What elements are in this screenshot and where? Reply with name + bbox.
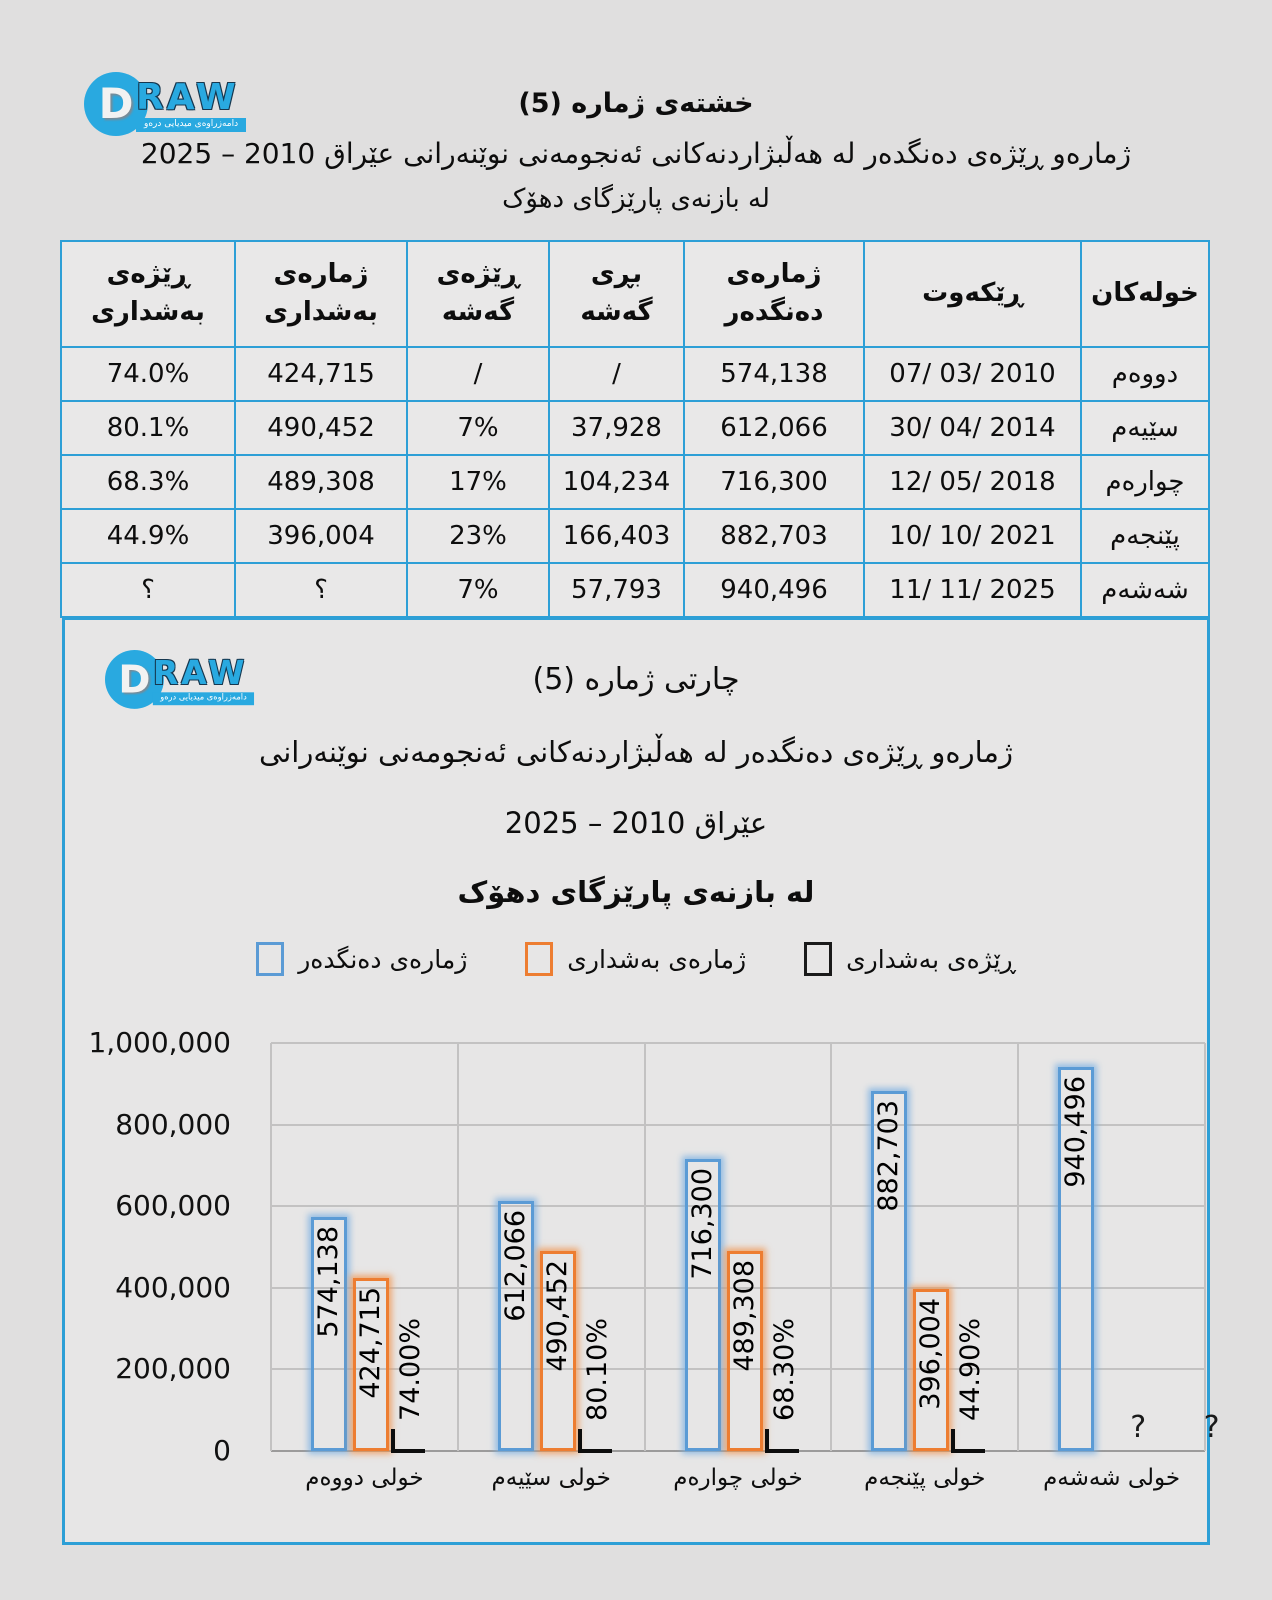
voters-bar — [1058, 1067, 1094, 1451]
participants-bar-label: 396,004 — [915, 1298, 947, 1411]
elections-table — [60, 240, 1210, 618]
table-cell: 74.0% — [61, 347, 235, 401]
voters-bar — [498, 1201, 534, 1451]
missing-values-marks: ? ? — [1130, 1410, 1244, 1445]
legend-swatch-icon — [256, 942, 284, 976]
chart-legend — [65, 942, 1207, 976]
voters-bar-label: 882,703 — [873, 1099, 905, 1212]
table-cell: 574,138 — [684, 347, 864, 401]
table-cell: 882,703 — [684, 509, 864, 563]
draw-logo-d: D — [98, 79, 134, 128]
participants-bar-label: 490,452 — [541, 1259, 573, 1372]
legend-item — [525, 942, 746, 976]
legend-item — [256, 942, 467, 976]
plot-row — [65, 1026, 1244, 1467]
table-cell: / — [549, 347, 684, 401]
table-cell: دووەم — [1081, 347, 1209, 401]
participation-rate-bar — [951, 1429, 955, 1451]
column-header: ژمارەی دەنگدەر — [684, 241, 864, 347]
x-axis-category-label: خولی پێنجەم — [864, 1465, 986, 1491]
page-subtitle: ژمارەو ڕێژەی دەنگدەر لە هەڵبژاردنەکانی ئەنجومەنی نوێنەرانی عێراق 2010 – 2025 — [140, 137, 1132, 170]
participation-rate-label: 74.00% — [395, 1318, 426, 1421]
participants-bar — [913, 1289, 949, 1451]
draw-logo-d: D — [118, 656, 151, 702]
table-cell: 489,308 — [235, 455, 407, 509]
column-header: ژمارەی بەشداری — [235, 241, 407, 347]
participants-bar-label: 489,308 — [728, 1260, 760, 1373]
voters-bar-label: 940,496 — [1060, 1076, 1092, 1188]
participants-bar — [540, 1251, 576, 1451]
participation-rate-bar — [765, 1429, 769, 1451]
participation-rate-bar — [391, 1429, 395, 1451]
table-cell: ؟ — [61, 563, 235, 617]
x-axis-category-label: خولی دووەم — [305, 1465, 424, 1491]
table-cell: 44.9% — [61, 509, 235, 563]
voters-bar — [311, 1217, 347, 1451]
draw-logo-tagline: دامەزراوەی میدیایی درەو — [153, 692, 254, 705]
bar-group — [831, 1043, 1018, 1451]
participation-rate-dash — [391, 1449, 425, 1453]
table-cell: 68.3% — [61, 455, 235, 509]
table-row — [61, 347, 1209, 401]
table-cell: 104,234 — [549, 455, 684, 509]
participants-bar — [727, 1251, 763, 1451]
participation-rate-label: 44.90% — [955, 1318, 987, 1421]
table-cell: 7% — [407, 401, 549, 455]
table-header-row — [61, 241, 1209, 347]
participation-rate-marker — [955, 1043, 989, 1451]
table-cell: 7% — [407, 563, 549, 617]
table-cell: 166,403 — [549, 509, 684, 563]
table-cell: 57,793 — [549, 563, 684, 617]
participation-rate-marker — [395, 1043, 429, 1451]
table-cell: پێنجەم — [1081, 509, 1209, 563]
column-header: بڕی گەشە — [549, 241, 684, 347]
table-row — [61, 563, 1209, 617]
column-header: خولەکان — [1081, 241, 1209, 347]
table-cell: / — [407, 347, 549, 401]
voters-bar-label: 716,300 — [686, 1167, 718, 1280]
legend-swatch-icon — [525, 942, 553, 976]
x-axis-category-label: خولی شەشەم — [1043, 1465, 1181, 1491]
legend-label: ڕێژەی بەشداری — [846, 944, 1016, 974]
participation-rate-label: 80.10% — [581, 1318, 613, 1421]
legend-swatch-icon — [804, 942, 832, 976]
y-axis — [65, 1026, 271, 1467]
table-cell: 17% — [407, 455, 549, 509]
draw-logo-raw: RAW — [152, 654, 248, 693]
table-cell: ؟ — [235, 563, 407, 617]
table-cell: 612,066 — [684, 401, 864, 455]
participation-rate-dash — [951, 1449, 985, 1453]
participation-rate-marker — [582, 1043, 616, 1451]
plot-area — [271, 1043, 1244, 1451]
chart-subtitle-3: لە بازنەی پارێزگای دهۆک — [457, 875, 815, 909]
participants-bar — [353, 1278, 389, 1451]
chart-box — [62, 617, 1244, 1545]
page-title: خشتەی ژماره (5) — [518, 88, 754, 119]
x-axis-category-label: خولی سێیەم — [491, 1465, 611, 1491]
table-cell: 424,715 — [235, 347, 407, 401]
elections-table-wrapper — [62, 240, 1210, 618]
page-subtitle-2: لە بازنەی پارێزگای دهۆک — [502, 184, 770, 214]
x-axis-category-label: خولی چوارەم — [673, 1465, 803, 1491]
table-cell: 37,928 — [549, 401, 684, 455]
participation-rate-dash — [578, 1449, 612, 1453]
participation-rate-dash — [765, 1449, 799, 1453]
y-axis-tick-label: 1,000,000 — [88, 1026, 231, 1059]
legend-label: ژمارەی دەنگدەر — [298, 944, 468, 974]
table-cell: 80.1% — [61, 401, 235, 455]
bar-group — [271, 1043, 458, 1451]
table-cell: 12/ 05/ 2018 — [864, 455, 1081, 509]
legend-item — [804, 942, 1016, 976]
participation-rate-bar — [578, 1429, 582, 1451]
voters-bar — [685, 1159, 721, 1451]
bar-group — [458, 1043, 645, 1451]
y-axis-tick-label: 0 — [213, 1434, 231, 1467]
table-cell: 396,004 — [235, 509, 407, 563]
table-row — [61, 509, 1209, 563]
table-cell: سێیەم — [1081, 401, 1209, 455]
voters-bar — [871, 1091, 907, 1451]
participation-rate-marker — [769, 1043, 803, 1451]
table-cell: 23% — [407, 509, 549, 563]
draw-logo-tagline: دامەزراوەی میدیایی درەو — [136, 118, 246, 132]
column-header: ڕێژەی بەشداری — [61, 241, 235, 347]
column-header: ڕێژەی گەشە — [407, 241, 549, 347]
participants-bar-label: 424,715 — [355, 1286, 386, 1399]
table-row — [61, 455, 1209, 509]
participation-rate-label: 68.30% — [768, 1318, 800, 1421]
voters-bar-label: 574,138 — [313, 1225, 344, 1338]
y-axis-tick-label: 800,000 — [115, 1107, 231, 1141]
chart-subtitle: ژمارەو ڕێژەی دەنگدەر لە هەڵبژاردنەکانی ئەنجومەنی نوێنەرانی — [259, 735, 1013, 769]
table-cell: 716,300 — [684, 455, 864, 509]
bar-group — [645, 1043, 832, 1451]
y-axis-tick-label: 600,000 — [115, 1189, 231, 1223]
table-row — [61, 401, 1209, 455]
column-header: ڕێکەوت — [864, 241, 1081, 347]
chart-subtitle-2: عێراق 2010 – 2025 — [504, 806, 768, 840]
table-cell: چوارەم — [1081, 455, 1209, 509]
table-cell: 490,452 — [235, 401, 407, 455]
y-axis-tick-label: 400,000 — [115, 1270, 231, 1304]
chart-title: چارتی ژماره (5) — [532, 662, 740, 697]
draw-logo-raw: RAW — [136, 77, 239, 118]
y-axis-tick-label: 200,000 — [115, 1352, 231, 1386]
x-axis-labels — [271, 1465, 1205, 1491]
table-cell: شەشەم — [1081, 563, 1209, 617]
table-cell: 07/ 03/ 2010 — [864, 347, 1081, 401]
bar-group — [1018, 1043, 1244, 1451]
table-cell: 30/ 04/ 2014 — [864, 401, 1081, 455]
table-cell: 940,496 — [684, 563, 864, 617]
legend-label: ژمارەی بەشداری — [567, 944, 747, 974]
table-cell: 11/ 11/ 2025 — [864, 563, 1081, 617]
page-header — [0, 0, 1272, 214]
voters-bar-label: 612,066 — [499, 1210, 531, 1322]
table-cell: 10/ 10/ 2021 — [864, 509, 1081, 563]
